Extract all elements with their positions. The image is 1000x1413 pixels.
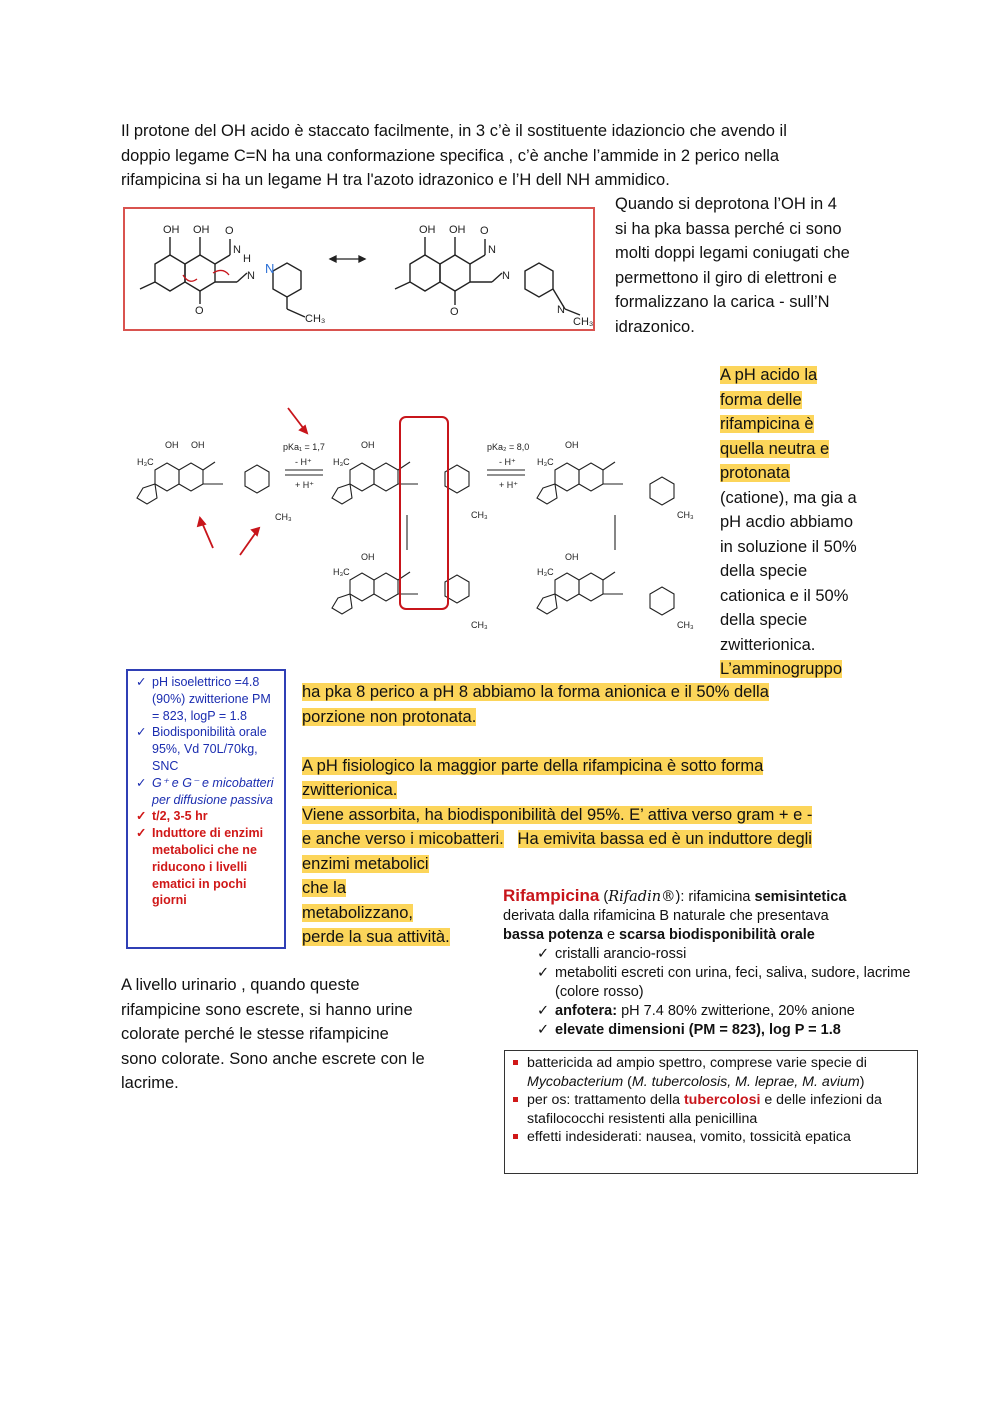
svg-text:N: N: [247, 270, 255, 282]
svg-text:OH: OH: [419, 224, 436, 236]
note-line: zwitterionica.: [720, 635, 816, 654]
svg-text:N: N: [502, 270, 510, 282]
svg-text:OH: OH: [361, 552, 375, 562]
highlighted-line: enzimi metabolici: [302, 854, 429, 873]
note-line: idrazonico.: [615, 317, 695, 336]
resonance-structure-svg: [125, 209, 593, 329]
bullet-icon: [513, 1134, 518, 1139]
note-line: in soluzione il 50%: [720, 537, 857, 556]
svg-text:CH₃: CH₃: [573, 316, 593, 328]
svg-text:+ H⁺: + H⁺: [499, 480, 519, 490]
svg-text:OH: OH: [191, 440, 205, 450]
uses-item: effetti indesiderati: nausea, vomito, tossicità epatica: [513, 1128, 909, 1147]
equilibrium-figure: [125, 400, 715, 645]
highlighted-line: L’amminogruppo: [720, 660, 842, 678]
svg-text:- H⁺: - H⁺: [499, 457, 516, 467]
svg-text:pKa₁ = 1,7: pKa₁ = 1,7: [283, 442, 325, 452]
highlighted-line: protonata: [720, 464, 790, 482]
highlighted-line: che la: [302, 879, 347, 897]
intro-line: Il protone del OH acido è staccato facilmente, in 3 c’è il sostituente idazioncio che avendo il: [121, 122, 787, 140]
note-line: della specie: [720, 611, 808, 629]
check-icon: ✓: [136, 725, 147, 740]
svg-text:OH: OH: [165, 440, 179, 450]
svg-text:H₃C: H₃C: [333, 567, 350, 577]
svg-text:OH: OH: [193, 224, 210, 236]
uses-item: battericida ad ampio spettro, comprese varie specie di Mycobacterium (M. tubercolosis, M. leprae, M. avium): [513, 1054, 909, 1091]
svg-text:CH₃: CH₃: [677, 620, 694, 630]
intro-line: doppio legame C=N ha una conformazione specifica , c’è anche l’ammide in 2 perico nella: [121, 146, 780, 165]
svg-text:H₃C: H₃C: [537, 567, 554, 577]
uses-item: per os: trattamento della tubercolosi e delle infezioni da stafilococchi resistenti alla penicillina: [513, 1091, 909, 1128]
svg-text:CH₃: CH₃: [305, 313, 326, 325]
svg-text:H₃C: H₃C: [333, 457, 350, 467]
brand-name: Rifadin®: [608, 889, 676, 905]
deprotonation-note: [615, 192, 880, 339]
svg-text:OH: OH: [163, 224, 180, 236]
svg-text:CH₃: CH₃: [275, 512, 292, 522]
property-list: [503, 945, 923, 1040]
bullet-icon: [513, 1097, 518, 1102]
svg-text:O: O: [480, 225, 489, 237]
note-line: (catione), ma gia a: [720, 488, 857, 507]
svg-text:pKa₂ = 8,0: pKa₂ = 8,0: [487, 442, 530, 452]
highlighted-line: porzione non protonata.: [302, 707, 477, 726]
svg-text:O: O: [450, 306, 459, 318]
highlighted-line: ha pka 8 perico a pH 8 abbiamo la forma anionica e il 50% della: [302, 683, 769, 701]
note-line: molti doppi legami coniugati che: [615, 244, 850, 262]
svg-text:N: N: [265, 261, 275, 276]
note-line: Quando si deprotona l’OH in 4: [615, 195, 837, 213]
note-line: formalizzano la carica - sull’N: [615, 293, 830, 311]
svg-text:N: N: [488, 244, 496, 256]
note-line: cationica e il 50%: [720, 586, 849, 605]
urine-line: lacrime.: [121, 1074, 179, 1092]
highlighted-line: A pH acido la: [720, 366, 818, 384]
svg-text:O: O: [225, 225, 234, 237]
svg-text:CH₃: CH₃: [471, 510, 488, 520]
uses-list: [513, 1054, 909, 1147]
check-icon: ✓: [537, 965, 550, 981]
summary-box: [126, 669, 286, 949]
svg-text:H₃C: H₃C: [537, 457, 554, 467]
urine-line: rifampicine sono escrete, si hanno urine: [121, 1000, 413, 1019]
property-item: ✓ anfotera: pH 7.4 80% zwitterione, 20% anione: [537, 1003, 855, 1019]
svg-text:CH₃: CH₃: [677, 510, 694, 520]
highlighted-line: e anche verso i micobatteri.: [302, 830, 504, 848]
svg-text:H₃C: H₃C: [137, 457, 154, 467]
note-line: si ha pka bassa perché ci sono: [615, 219, 842, 238]
check-icon: ✓: [136, 826, 147, 841]
check-icon: ✓: [136, 809, 147, 824]
svg-text:CH₃: CH₃: [471, 620, 488, 630]
bullet-icon: [513, 1060, 518, 1065]
highlighted-line: metabolizzano,: [302, 903, 413, 922]
property-item: ✓ cristalli arancio-rossi: [537, 946, 687, 962]
property-item: ✓ elevate dimensioni (PM = 823), log P = 1.8: [537, 1022, 841, 1038]
svg-text:OH: OH: [565, 552, 579, 562]
svg-text:+ H⁺: + H⁺: [295, 480, 315, 490]
note-line: permettono il giro di elettroni e: [615, 268, 837, 287]
svg-text:- H⁺: - H⁺: [295, 457, 312, 467]
summary-item: ✓ Biodisponibilità orale 95%, Vd 70L/70kg, SNC: [136, 725, 267, 773]
summary-item: ✓ G⁺ e G⁻ e micobatteri per diffusione passiva: [136, 775, 274, 807]
equilibrium-svg: [125, 400, 715, 645]
svg-text:OH: OH: [449, 224, 466, 236]
intro-paragraph: [121, 119, 881, 193]
highlighted-line: perde la sua attività.: [302, 928, 450, 946]
resonance-structure-figure: [123, 207, 595, 331]
summary-item: ✓ Induttore di enzimi metabolici che ne riducono i livelli ematici in pochi giorni: [136, 826, 264, 908]
highlighted-line: rifampicina è: [720, 415, 814, 433]
drug-name: Rifampicina: [503, 886, 600, 905]
check-icon: ✓: [537, 946, 550, 962]
svg-text:O: O: [195, 305, 204, 317]
urine-line: sono colorate. Sono anche escrete con le: [121, 1049, 425, 1068]
intro-line: rifampicina si ha un legame H tra l'azoto idrazonico e l’H dell NH ammidico.: [121, 171, 670, 189]
highlighted-line: Ha emivita bassa ed è un induttore degli: [517, 830, 812, 848]
uses-box: [504, 1050, 918, 1174]
summary-item: ✓ pH isoelettrico =4.8 (90%) zwitterione PM = 823, logP = 1.8: [136, 675, 271, 723]
highlighted-line: zwitterionica.: [302, 781, 398, 799]
urine-paragraph: [121, 973, 471, 1096]
urine-line: colorate perché le stesse rifampicine: [121, 1025, 389, 1043]
summary-list: [136, 674, 280, 909]
svg-text:N: N: [233, 244, 241, 256]
highlighted-line: A pH fisiologico la maggior parte della rifampicina è sotto forma: [302, 756, 764, 775]
acid-ph-note: [720, 363, 880, 682]
svg-text:H: H: [243, 253, 251, 265]
check-icon: ✓: [537, 1003, 550, 1019]
check-icon: ✓: [136, 675, 147, 689]
svg-text:OH: OH: [361, 440, 375, 450]
svg-text:N: N: [557, 304, 565, 316]
check-icon: ✓: [136, 775, 147, 790]
check-icon: ✓: [537, 1022, 550, 1038]
highlighted-line: Viene assorbita, ha biodisponibilità del 95%. E’ attiva verso gram + e -: [302, 805, 813, 824]
rifampicina-info: Rifampicina (Rifadin®): rifamicina semisintetica derivata dalla rifamicina B naturale che presentava bassa potenza e scarsa biodisponibilità orale ✓ cristalli arancio-rossi ✓ metaboliti escreti con urina, feci, saliva, sudore, lacrime (colore rosso) ✓ anfotera: pH 7.4 80% zwitterione, 20% anione ✓ elevate dimensioni (PM = 823), log P = 1.8: [503, 886, 923, 1040]
highlighted-line: forma delle: [720, 390, 802, 409]
highlighted-line: quella neutra e: [720, 439, 830, 458]
note-line: pH acdio abbiamo: [720, 513, 853, 531]
note-line: della specie: [720, 562, 808, 580]
property-item: ✓ metaboliti escreti con urina, feci, saliva, sudore, lacrime (colore rosso): [537, 965, 911, 1000]
urine-line: A livello urinario , quando queste: [121, 976, 360, 994]
summary-item: ✓ t/2, 3-5 hr: [136, 809, 208, 824]
svg-text:OH: OH: [565, 440, 579, 450]
